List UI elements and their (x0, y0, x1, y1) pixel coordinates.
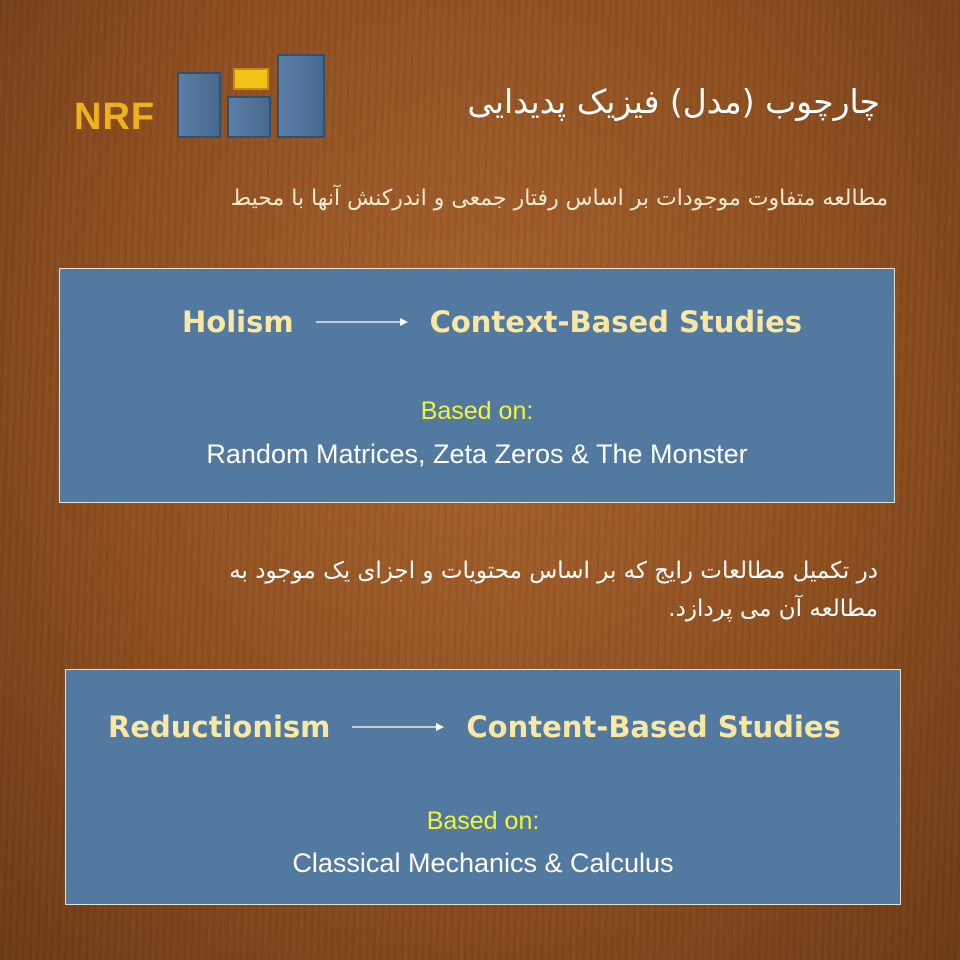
middle-text-line-2: مطالعه آن می پردازد. (668, 596, 878, 622)
holism-row (60, 305, 894, 339)
arrow-right-icon (316, 316, 408, 328)
content-based-term: Content-Based Studies (466, 710, 841, 744)
holism-references: Random Matrices, Zeta Zeros & The Monster (206, 439, 748, 469)
based-on-label: Based on: (420, 397, 534, 425)
nrf-logo (74, 52, 329, 144)
arrow-right-icon (352, 721, 444, 733)
logo-bar-icon (277, 54, 325, 138)
reductionism-box (65, 669, 901, 905)
reductionism-row (66, 710, 900, 744)
reductionism-term: Reductionism (108, 710, 331, 744)
based-on-label: Based on: (426, 807, 540, 835)
holism-term: Holism (182, 305, 294, 339)
reductionism-references: Classical Mechanics & Calculus (292, 848, 674, 878)
subtitle: مطالعه متفاوت موجودات بر اساس رفتار جمعی و اندرکنش آنها با محیط (230, 186, 888, 211)
context-based-term: Context-Based Studies (429, 305, 803, 339)
logo-text: NRF (74, 96, 156, 138)
middle-text (90, 552, 878, 628)
middle-text-line-1: در تکمیل مطالعات رایج که بر اساس محتویات و اجزای یک موجود به (229, 558, 878, 584)
logo-gold-block-icon (233, 68, 269, 90)
page-title: چارچوب (مدل) فیزیک پدیدایی (467, 82, 880, 121)
logo-bar-icon (177, 72, 221, 138)
holism-box (59, 268, 895, 503)
logo-bar-icon (227, 96, 271, 138)
